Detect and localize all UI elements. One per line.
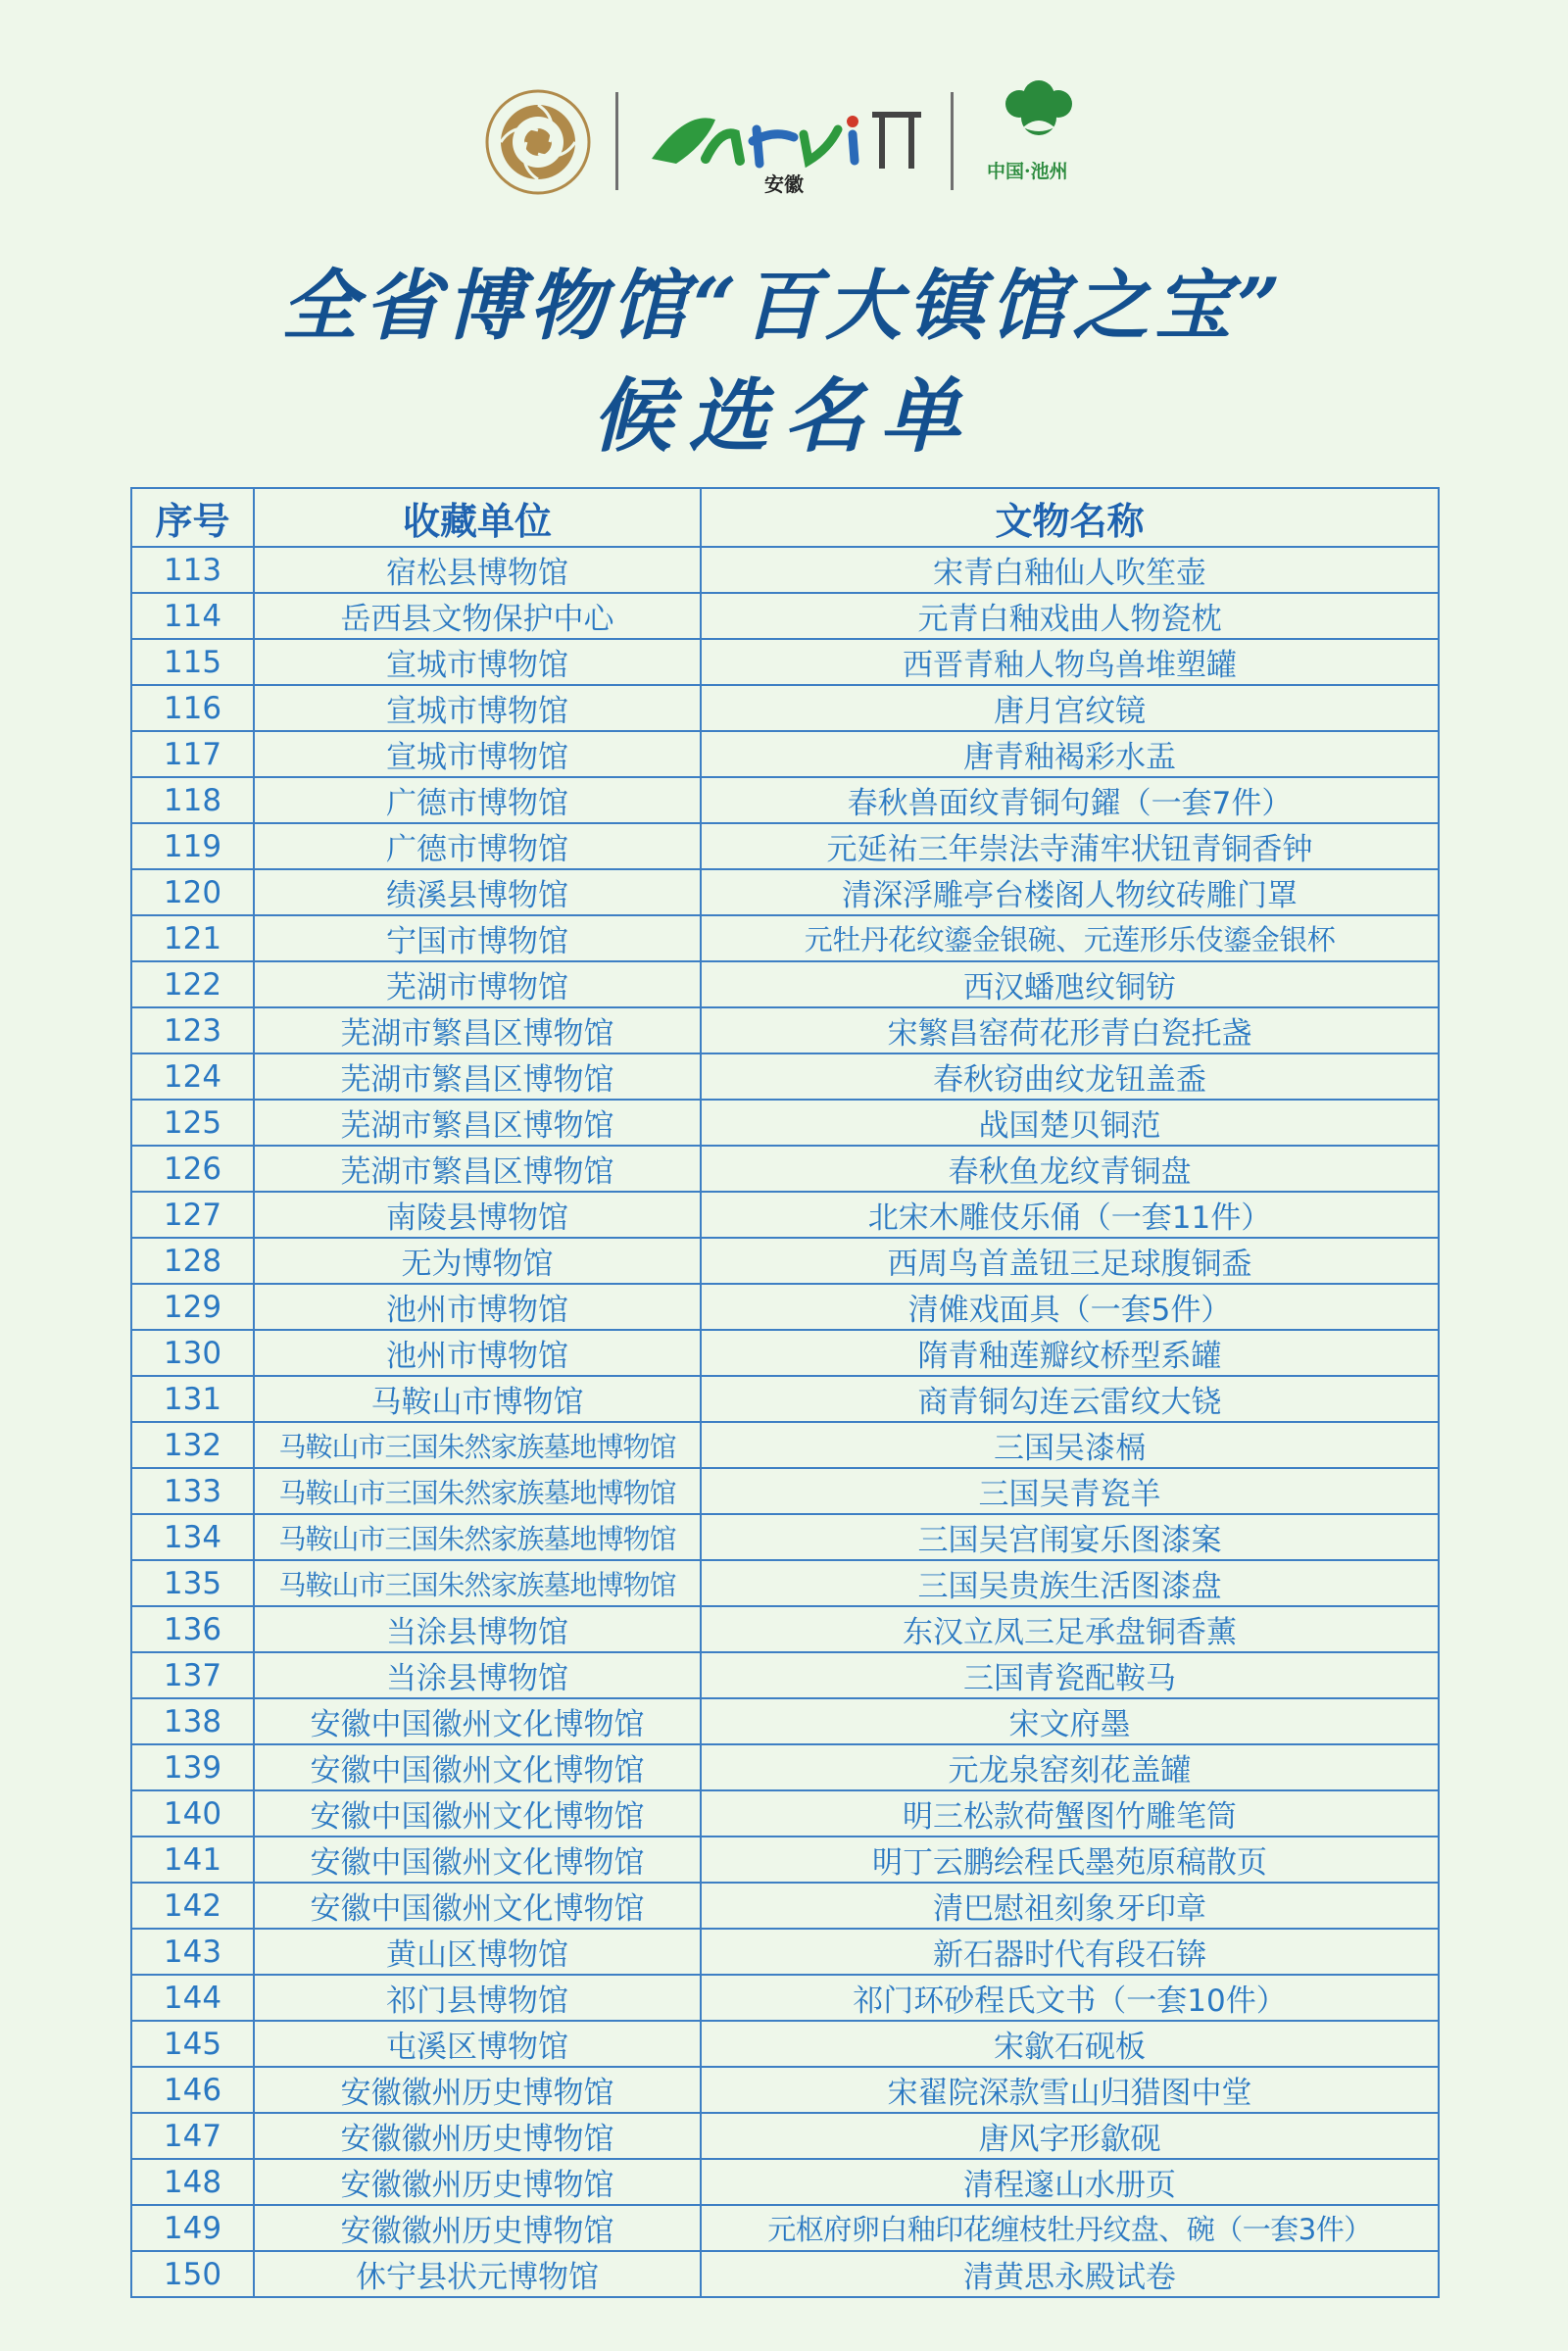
row-number: 117 [131, 731, 254, 777]
row-number: 138 [131, 1698, 254, 1744]
chizhou-logo [980, 78, 1098, 206]
page-title: 全省博物馆“百大镇馆之宝” [281, 262, 1287, 351]
row-collection-unit: 安徽中国徽州文化博物馆 [254, 1790, 701, 1837]
row-number: 140 [131, 1790, 254, 1837]
row-collection-unit: 安徽徽州历史博物馆 [254, 2159, 701, 2205]
row-number: 139 [131, 1744, 254, 1790]
table-row [131, 2251, 1439, 2297]
table-row [131, 1929, 1439, 1975]
row-collection-unit: 安徽中国徽州文化博物馆 [254, 1837, 701, 1883]
row-number: 149 [131, 2205, 254, 2251]
row-relic-name: 清巴慰祖刻象牙印章 [701, 1883, 1439, 1929]
row-relic-name: 唐风字形歙砚 [701, 2113, 1439, 2159]
anhui-logo-subtitle: 安徽 [764, 172, 804, 196]
row-relic-name: 西周鸟首盖钮三足球腹铜盉 [701, 1238, 1439, 1284]
row-number: 145 [131, 2021, 254, 2067]
row-relic-name: 东汉立凤三足承盘铜香薰 [701, 1606, 1439, 1652]
row-collection-unit: 马鞍山市三国朱然家族墓地博物馆 [254, 1468, 701, 1514]
row-relic-name: 宋歙石砚板 [701, 2021, 1439, 2067]
row-collection-unit: 安徽中国徽州文化博物馆 [254, 1744, 701, 1790]
row-relic-name: 宋繁昌窑荷花形青白瓷托盏 [701, 1007, 1439, 1053]
row-relic-name: 春秋鱼龙纹青铜盘 [701, 1146, 1439, 1192]
row-number: 130 [131, 1330, 254, 1376]
row-collection-unit: 马鞍山市三国朱然家族墓地博物馆 [254, 1560, 701, 1606]
row-number: 135 [131, 1560, 254, 1606]
table-row [131, 2205, 1439, 2251]
table-row [131, 915, 1439, 961]
row-collection-unit: 马鞍山市博物馆 [254, 1376, 701, 1422]
row-relic-name: 元延祐三年崇法寺蒲牢状钮青铜香钟 [701, 823, 1439, 869]
cultural-heritage-logo [484, 88, 592, 196]
table-row [131, 2021, 1439, 2067]
row-relic-name: 三国吴漆槅 [701, 1422, 1439, 1468]
logo-divider [615, 92, 618, 190]
row-collection-unit: 芜湖市博物馆 [254, 961, 701, 1007]
row-number: 133 [131, 1468, 254, 1514]
row-relic-name: 元青白釉戏曲人物瓷枕 [701, 593, 1439, 639]
table-row [131, 1883, 1439, 1929]
table-row [131, 547, 1439, 593]
row-collection-unit: 马鞍山市三国朱然家族墓地博物馆 [254, 1422, 701, 1468]
table-row [131, 1975, 1439, 2021]
table-row [131, 2113, 1439, 2159]
row-collection-unit: 当涂县博物馆 [254, 1652, 701, 1698]
row-collection-unit: 安徽徽州历史博物馆 [254, 2113, 701, 2159]
row-collection-unit: 宿松县博物馆 [254, 547, 701, 593]
row-collection-unit: 宣城市博物馆 [254, 731, 701, 777]
row-relic-name: 宋文府墨 [701, 1698, 1439, 1744]
chizhou-logo-subtitle: 中国·池州 [987, 161, 1068, 182]
row-collection-unit: 安徽中国徽州文化博物馆 [254, 1883, 701, 1929]
table-row [131, 1238, 1439, 1284]
row-collection-unit: 池州市博物馆 [254, 1284, 701, 1330]
table-row [131, 731, 1439, 777]
table-row [131, 639, 1439, 685]
row-relic-name: 北宋木雕伎乐俑（一套11件） [701, 1192, 1439, 1238]
row-relic-name: 宋翟院深款雪山归猎图中堂 [701, 2067, 1439, 2113]
table-row [131, 1560, 1439, 1606]
row-relic-name: 宋青白釉仙人吹笙壶 [701, 547, 1439, 593]
row-number: 132 [131, 1422, 254, 1468]
row-number: 125 [131, 1100, 254, 1146]
header-number: 序号 [131, 488, 254, 547]
row-number: 119 [131, 823, 254, 869]
page-subtitle: 候选名单 [592, 369, 976, 464]
table-row [131, 869, 1439, 915]
row-number: 127 [131, 1192, 254, 1238]
candidate-table [130, 487, 1440, 2298]
row-collection-unit: 宣城市博物馆 [254, 639, 701, 685]
table-row [131, 2159, 1439, 2205]
row-relic-name: 祁门环砂程氏文书（一套10件） [701, 1975, 1439, 2021]
row-collection-unit: 当涂县博物馆 [254, 1606, 701, 1652]
row-number: 120 [131, 869, 254, 915]
row-relic-name: 隋青釉莲瓣纹桥型系罐 [701, 1330, 1439, 1376]
row-number: 128 [131, 1238, 254, 1284]
row-number: 114 [131, 593, 254, 639]
row-number: 150 [131, 2251, 254, 2297]
row-number: 141 [131, 1837, 254, 1883]
table-header-row [131, 488, 1439, 547]
row-number: 113 [131, 547, 254, 593]
row-number: 137 [131, 1652, 254, 1698]
row-relic-name: 商青铜勾连云雷纹大铙 [701, 1376, 1439, 1422]
row-collection-unit: 安徽徽州历史博物馆 [254, 2067, 701, 2113]
table-row [131, 777, 1439, 823]
row-collection-unit: 池州市博物馆 [254, 1330, 701, 1376]
row-collection-unit: 绩溪县博物馆 [254, 869, 701, 915]
header-relic-name: 文物名称 [701, 488, 1439, 547]
row-collection-unit: 安徽徽州历史博物馆 [254, 2205, 701, 2251]
row-number: 121 [131, 915, 254, 961]
row-relic-name: 唐青釉褐彩水盂 [701, 731, 1439, 777]
row-collection-unit: 宣城市博物馆 [254, 685, 701, 731]
logo-bar [470, 78, 1117, 206]
row-relic-name: 元龙泉窑刻花盖罐 [701, 1744, 1439, 1790]
row-number: 124 [131, 1053, 254, 1100]
row-collection-unit: 芜湖市繁昌区博物馆 [254, 1007, 701, 1053]
row-number: 129 [131, 1284, 254, 1330]
table-row [131, 593, 1439, 639]
table-row [131, 1744, 1439, 1790]
table-row [131, 1468, 1439, 1514]
table-row [131, 685, 1439, 731]
row-collection-unit: 芜湖市繁昌区博物馆 [254, 1053, 701, 1100]
row-number: 123 [131, 1007, 254, 1053]
row-relic-name: 三国吴贵族生活图漆盘 [701, 1560, 1439, 1606]
row-number: 143 [131, 1929, 254, 1975]
row-collection-unit: 无为博物馆 [254, 1238, 701, 1284]
row-relic-name: 元牡丹花纹鎏金银碗、元莲形乐伎鎏金银杯 [701, 915, 1439, 961]
row-relic-name: 元枢府卵白釉印花缠枝牡丹纹盘、碗（一套3件） [701, 2205, 1439, 2251]
row-relic-name: 新石器时代有段石锛 [701, 1929, 1439, 1975]
table-row [131, 1192, 1439, 1238]
row-number: 146 [131, 2067, 254, 2113]
table-row [131, 1790, 1439, 1837]
row-collection-unit: 广德市博物馆 [254, 777, 701, 823]
row-relic-name: 春秋窃曲纹龙钮盖盉 [701, 1053, 1439, 1100]
row-number: 148 [131, 2159, 254, 2205]
row-collection-unit: 岳西县文物保护中心 [254, 593, 701, 639]
table-row [131, 1422, 1439, 1468]
row-relic-name: 明三松款荷蟹图竹雕笔筒 [701, 1790, 1439, 1837]
row-collection-unit: 马鞍山市三国朱然家族墓地博物馆 [254, 1514, 701, 1560]
row-relic-name: 三国吴宫闱宴乐图漆案 [701, 1514, 1439, 1560]
row-relic-name: 西汉蟠虺纹铜钫 [701, 961, 1439, 1007]
row-relic-name: 清程邃山水册页 [701, 2159, 1439, 2205]
table-row [131, 1146, 1439, 1192]
row-collection-unit: 屯溪区博物馆 [254, 2021, 701, 2067]
row-number: 118 [131, 777, 254, 823]
table-row [131, 1284, 1439, 1330]
row-relic-name: 清傩戏面具（一套5件） [701, 1284, 1439, 1330]
row-collection-unit: 南陵县博物馆 [254, 1192, 701, 1238]
table-row [131, 1053, 1439, 1100]
row-relic-name: 三国青瓷配鞍马 [701, 1652, 1439, 1698]
table-row [131, 1837, 1439, 1883]
table-row [131, 1376, 1439, 1422]
row-number: 122 [131, 961, 254, 1007]
row-number: 116 [131, 685, 254, 731]
row-collection-unit: 安徽中国徽州文化博物馆 [254, 1698, 701, 1744]
row-relic-name: 唐月宫纹镜 [701, 685, 1439, 731]
table-row [131, 823, 1439, 869]
row-number: 144 [131, 1975, 254, 2021]
row-relic-name: 春秋兽面纹青铜句鑃（一套7件） [701, 777, 1439, 823]
table-row [131, 1698, 1439, 1744]
header-collection-unit: 收藏单位 [254, 488, 701, 547]
row-number: 142 [131, 1883, 254, 1929]
row-collection-unit: 黄山区博物馆 [254, 1929, 701, 1975]
row-relic-name: 清黄思永殿试卷 [701, 2251, 1439, 2297]
logo-divider [951, 92, 954, 190]
row-relic-name: 清深浮雕亭台楼阁人物纹砖雕门罩 [701, 869, 1439, 915]
table-row [131, 1514, 1439, 1560]
table-row [131, 1652, 1439, 1698]
row-collection-unit: 广德市博物馆 [254, 823, 701, 869]
row-number: 136 [131, 1606, 254, 1652]
row-number: 147 [131, 2113, 254, 2159]
row-number: 131 [131, 1376, 254, 1422]
row-collection-unit: 休宁县状元博物馆 [254, 2251, 701, 2297]
row-collection-unit: 芜湖市繁昌区博物馆 [254, 1100, 701, 1146]
row-collection-unit: 宁国市博物馆 [254, 915, 701, 961]
row-collection-unit: 芜湖市繁昌区博物馆 [254, 1146, 701, 1192]
table-row [131, 961, 1439, 1007]
table-row [131, 1007, 1439, 1053]
table-row [131, 1100, 1439, 1146]
row-relic-name: 西晋青釉人物鸟兽堆塑罐 [701, 639, 1439, 685]
row-number: 126 [131, 1146, 254, 1192]
row-relic-name: 三国吴青瓷羊 [701, 1468, 1439, 1514]
row-relic-name: 明丁云鹏绘程氏墨苑原稿散页 [701, 1837, 1439, 1883]
table-row [131, 1606, 1439, 1652]
table-row [131, 2067, 1439, 2113]
row-number: 115 [131, 639, 254, 685]
row-relic-name: 战国楚贝铜范 [701, 1100, 1439, 1146]
table-row [131, 1330, 1439, 1376]
row-number: 134 [131, 1514, 254, 1560]
row-collection-unit: 祁门县博物馆 [254, 1975, 701, 2021]
